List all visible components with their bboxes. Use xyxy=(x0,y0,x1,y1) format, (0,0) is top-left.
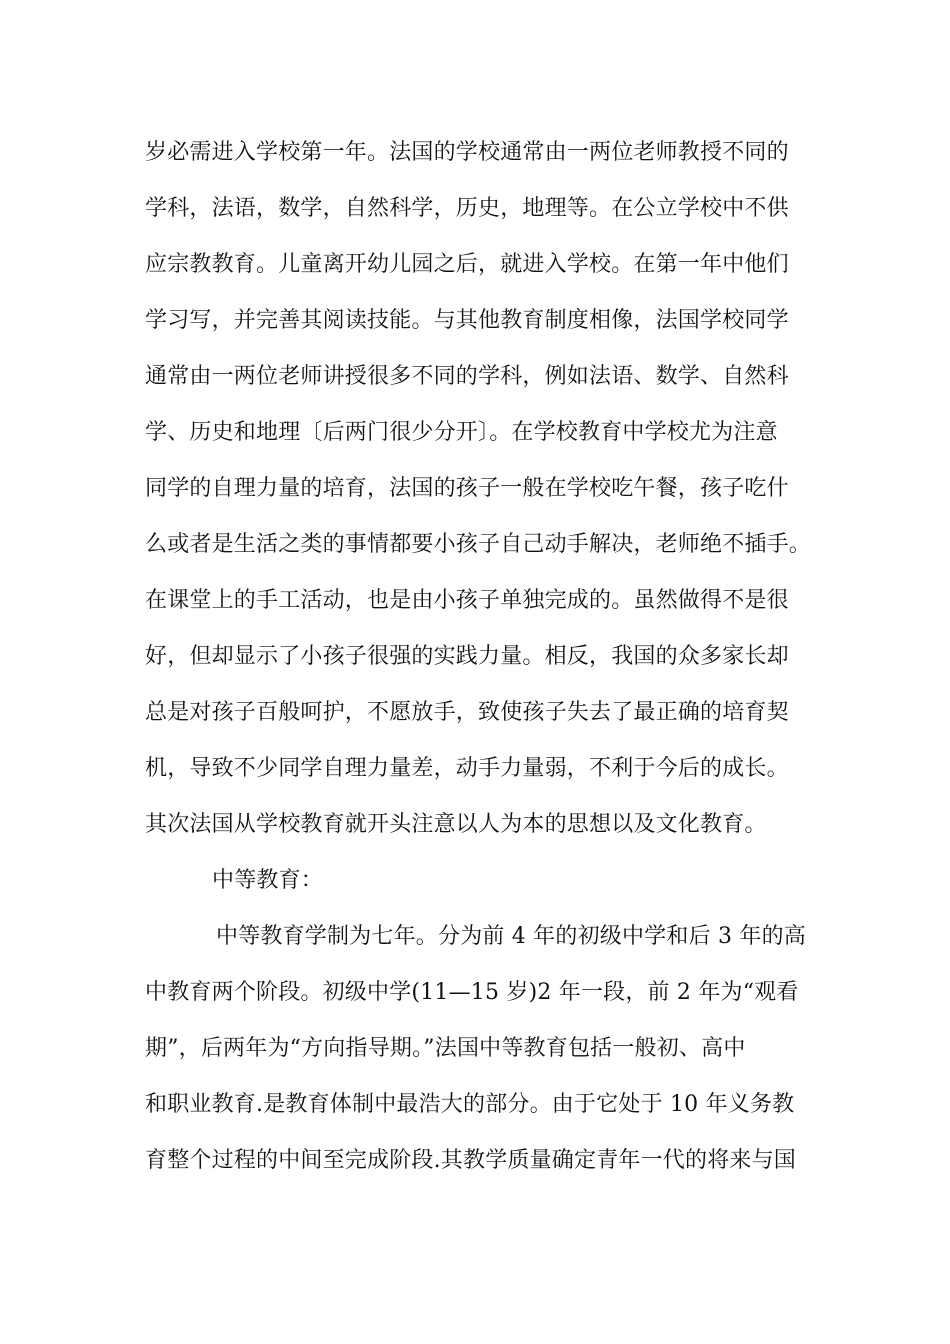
body-text-line: 机，导致不少同学自理力量差，动手力量弱，不利于今后的成长。 xyxy=(145,756,789,781)
body-text-line: 么或者是生活之类的事情都要小孩子自己动手解决，老师绝不插手。 xyxy=(145,532,812,557)
body-text-line: 总是对孩子百般呵护，不愿放手，致使孩子失去了最正确的培育契 xyxy=(145,700,789,725)
body-text-line: 岁必需进入学校第一年。法国的学校通常由一两位老师教授不同的 xyxy=(145,140,789,165)
body-text-line: 中教育两个阶段。初级中学(11—15 岁)2 年一段，前 2 年为“观看 xyxy=(145,980,799,1005)
section-heading: 中等教育： xyxy=(212,868,324,893)
body-text-line: 其次法国从学校教育就开头注意以人为本的思想以及文化教育。 xyxy=(145,812,767,837)
body-text-line: 育整个过程的中间至完成阶段.其教学质量确定青年一代的将来与国 xyxy=(145,1148,796,1173)
body-text-line: 和职业教育.是教育体制中最浩大的部分。由于它处于 10 年义务教 xyxy=(145,1092,795,1117)
body-text-line: 应宗教教育。儿童离开幼儿园之后，就进入学校。在第一年中他们 xyxy=(145,252,789,277)
body-text-line: 在课堂上的手工活动，也是由小孩子单独完成的。虽然做得不是很 xyxy=(145,588,789,613)
body-text-line: 学、历史和地理〔后两门很少分开〕。在学校教育中学校尤为注意 xyxy=(145,420,778,445)
body-text-line: 通常由一两位老师讲授很多不同的学科，例如法语、数学、自然科 xyxy=(145,364,789,389)
body-text-line: 同学的自理力量的培育，法国的孩子一般在学校吃午餐，孩子吃什 xyxy=(145,476,789,501)
body-text-line: 学科，法语，数学，自然科学，历史，地理等。在公立学校中不供 xyxy=(145,196,789,221)
body-text-line: 学习写，并完善其阅读技能。与其他教育制度相像，法国学校同学 xyxy=(145,308,789,333)
body-text-line: 中等教育学制为七年。分为前 4 年的初级中学和后 3 年的高 xyxy=(216,924,806,949)
body-text-line: 好，但却显示了小孩子很强的实践力量。相反，我国的众多家长却 xyxy=(145,644,789,669)
body-text-line: 期”，后两年为“方向指导期。”法国中等教育包括一般初、高中 xyxy=(145,1036,746,1061)
